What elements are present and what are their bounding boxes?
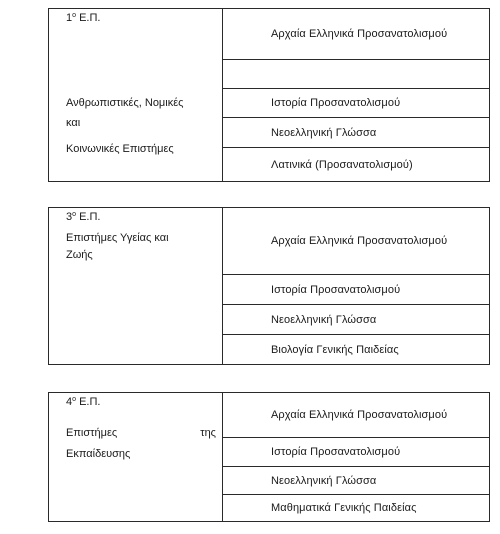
subject-row: Νεοελληνική Γλώσσα	[223, 305, 489, 335]
group-table-3	[48, 207, 490, 365]
field-name-line: Ζωής	[66, 249, 93, 261]
subject-row: Μαθηματικά Γενικής Παιδείας	[271, 502, 417, 514]
subjects-column	[223, 208, 489, 364]
subject-row: Ιστορία Προσανατολισμού	[223, 438, 489, 467]
field-name-line: Επιστήμες Υγείας και	[66, 232, 169, 244]
subject-row: Λατινικά (Προσανατολισμού)	[271, 158, 413, 171]
field-cell	[49, 208, 223, 364]
subjects-column	[223, 9, 489, 181]
subjects-column	[223, 393, 489, 521]
subject-row: Νεοελληνική Γλώσσα	[223, 118, 489, 148]
field-cell	[49, 393, 223, 521]
subject-row: Αρχαία Ελληνικά Προσανατολισμού	[223, 393, 489, 438]
field-name-line: Ανθρωπιστικές, Νομικές	[66, 97, 184, 109]
field-name-line: Επιστήμες της	[66, 427, 216, 439]
subject-spacer	[223, 60, 489, 88]
field-name-line: Εκπαίδευσης	[66, 448, 131, 460]
field-name-line: και	[66, 117, 81, 129]
subject-row: Βιολογία Γενικής Παιδείας	[271, 343, 399, 356]
subject-row: Ιστορία Προσανατολισμού	[223, 88, 489, 118]
field-cell	[49, 9, 223, 181]
field-code: $3^o$ Ε.Π.	[66, 211, 101, 223]
group-table-4	[48, 392, 490, 522]
subject-row: Αρχαία Ελληνικά Προσανατολισμού	[223, 9, 489, 60]
group-table-1	[48, 8, 490, 182]
field-name-line: Κοινωνικές Επιστήμες	[66, 143, 174, 155]
subject-row: Νεοελληνική Γλώσσα	[223, 467, 489, 495]
field-code: $1^o$ Ε.Π.	[66, 12, 101, 24]
field-code: $4^o$ Ε.Π.	[66, 396, 101, 408]
subject-row: Ιστορία Προσανατολισμού	[223, 275, 489, 305]
subject-row: Αρχαία Ελληνικά Προσανατολισμού	[223, 208, 489, 275]
